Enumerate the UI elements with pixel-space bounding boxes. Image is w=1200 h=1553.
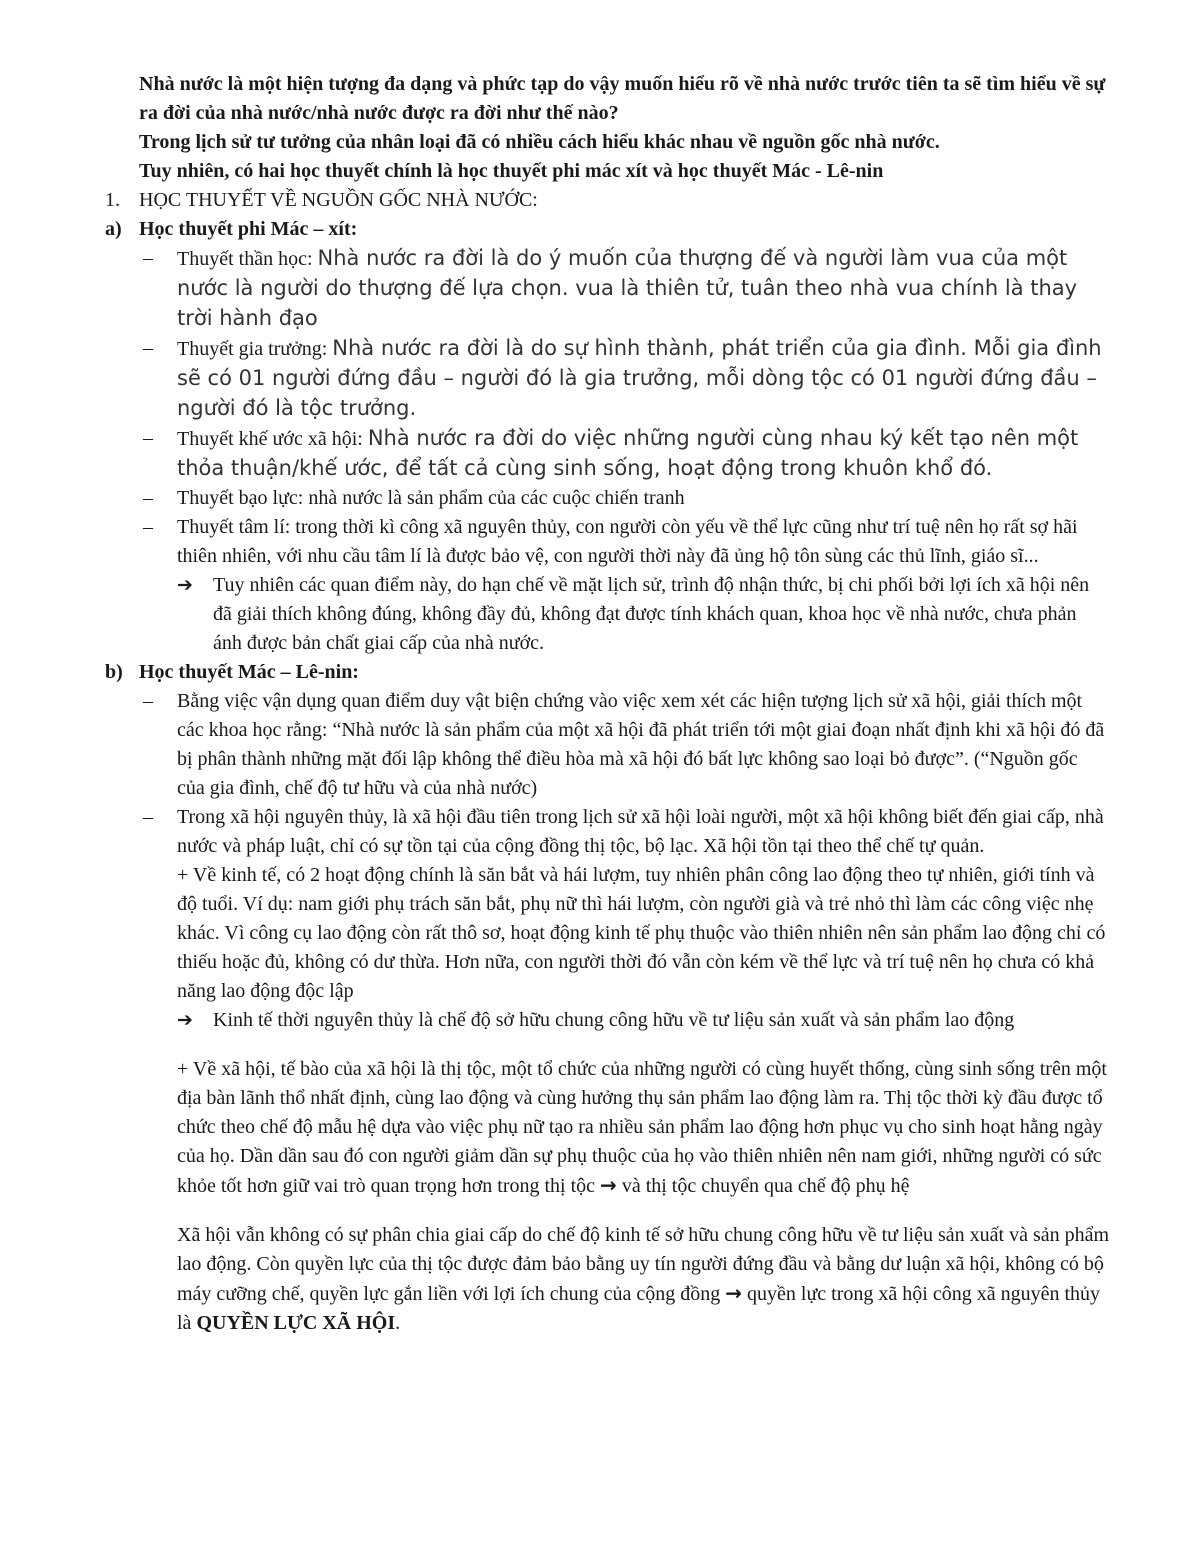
- economy-paragraph: + Về kinh tế, có 2 hoạt động chính là săn bắt và hái lượm, tuy nhiên phân công lao động theo tự nhiên, giới tính và độ tuổi. Ví dụ: nam giới phụ trách săn bắt, phụ nữ thì hái lượm, còn người già và trẻ nhỏ thì làm các công việc nhẹ khác. Vì công cụ lao động còn rất thô sơ, hoạt động kinh tế phụ thuộc vào thiên nhiên nên sản phẩm lao động chỉ có thiếu hoặc đủ, không có dư thừa. Hơn nữa, con người thời đó vẫn còn kém về thể lực và trí tuệ nên họ chưa có khả năng lao động độc lập: [177, 864, 1106, 1002]
- section-1-title: HỌC THUYẾT VỀ NGUỒN GỐC NHÀ NƯỚC:: [139, 189, 538, 211]
- right-arrow-icon: →: [725, 1281, 743, 1305]
- intro-line-3: Tuy nhiên, có hai học thuyết chính là học thuyết phi mác xít và học thuyết Mác - Lê-nin: [139, 160, 884, 182]
- dash-icon: –: [143, 247, 153, 269]
- psychology-text: Thuyết tâm lí: trong thời kì công xã nguyên thủy, con người còn yếu về thể lực cũng như trí tuệ nên họ rất sợ hãi thiên nhiên, với nhu cầu tâm lí là được bảo vệ, con người thời này đã ủng hộ tôn sùng các thủ lĩnh, giáo sĩ...: [177, 516, 1078, 567]
- section-b-heading: [105, 658, 1110, 687]
- list-item-social-contract: [105, 424, 1110, 484]
- intro-block: [105, 70, 1110, 186]
- dash-icon: –: [143, 427, 153, 449]
- power-period: .: [395, 1312, 401, 1334]
- society-text: + Về xã hội, tế bào của xã hội là thị tộc, một tổ chức của những người có cùng huyết thống, cùng sinh sống trên một địa bàn lãnh thổ nhất định, cùng lao động và cùng hưởng thụ sản phẩm lao động làm ra. Thị tộc thời kỳ đầu được tổ chức theo chế độ mẫu hệ dựa vào việc phụ nữ tạo ra nhiều sản phẩm lao động hơn phục vụ cho sinh hoạt hằng ngày của họ. Dần dần sau đó con người giảm dần sự phụ thuộc của họ vào thiên nhiên nên nam giới, những người có sức khỏe tốt hơn giữ vai trò quan trọng hơn trong thị tộc: [177, 1058, 1107, 1197]
- theology-label: Thuyết thần học:: [177, 248, 318, 270]
- list-item-patriarchy: [105, 334, 1110, 424]
- economy-conclusion-text: Kinh tế thời nguyên thủy là chế độ sở hữu chung công hữu về tư liệu sản xuất và sản phẩm lao động: [213, 1009, 1015, 1031]
- section-a-marker: a): [105, 218, 122, 240]
- dash-icon: –: [143, 806, 153, 828]
- list-item-violence: [105, 484, 1110, 513]
- arrow-icon: ➔: [177, 1009, 193, 1031]
- theology-text: Nhà nước ra đời là do ý muốn của thượng đế và người làm vua của một nước là người do thượng đế lựa chọn. vua là thiên tử, tuân theo nhà vua chính là thay trời hành đạo: [177, 246, 1078, 330]
- dash-icon: –: [143, 690, 153, 712]
- section-a-conclusion: [105, 571, 1110, 658]
- list-item-psychology: [105, 513, 1110, 571]
- power-end-text: quyền lực trong xã hội công xã nguyên thủy là: [177, 1283, 1101, 1334]
- arrow-icon: ➔: [177, 574, 193, 596]
- section-a-title: Học thuyết phi Mác – xít:: [139, 218, 358, 240]
- section-1-heading: [105, 186, 1110, 215]
- list-item-marxist-definition: [105, 687, 1110, 803]
- section-1-number: 1.: [105, 189, 120, 211]
- social-contract-label: Thuyết khế ước xã hội:: [177, 428, 368, 450]
- patriarchy-text: Nhà nước ra đời là do sự hình thành, phát triển của gia đình. Mỗi gia đình sẽ có 01 người đứng đầu – người đó là gia trưởng, mỗi dòng tộc có 01 người đứng đầu – người đó là tộc trưởng.: [177, 336, 1102, 420]
- marxist-definition-text: Bằng việc vận dụng quan điểm duy vật biện chứng vào việc xem xét các hiện tượng lịch sử xã hội, giải thích một các khoa học rằng: “Nhà nước là sản phẩm của một xã hội đã phát triển tới một giai đoạn nhất định khi xã hội đó đã bị phân thành những mặt đối lập không thể điều hòa mà xã hội đó bất lực không sao loại bỏ được”. (“Nguồn gốc của gia đình, chế độ tư hữu và của nhà nước): [177, 690, 1105, 799]
- society-paragraph: [105, 1055, 1110, 1201]
- power-paragraph: [105, 1221, 1110, 1338]
- dash-icon: –: [143, 487, 153, 509]
- dash-icon: –: [143, 516, 153, 538]
- primitive-society-text: Trong xã hội nguyên thủy, là xã hội đầu tiên trong lịch sử xã hội loài người, một xã hội không biết đến giai cấp, nhà nước và pháp luật, chỉ có sự tồn tại của cộng đồng thị tộc, bộ lạc. Xã hội tồn tại theo thể chế tự quản.: [177, 806, 1104, 857]
- list-item-primitive-society: [105, 803, 1110, 861]
- list-item-theology: [105, 244, 1110, 334]
- dash-icon: –: [143, 337, 153, 359]
- social-power-term: QUYỀN LỰC XÃ HỘI: [196, 1312, 396, 1334]
- society-end-text: và thị tộc chuyển qua chế độ phụ hệ: [616, 1175, 910, 1197]
- spacer: [105, 1201, 1110, 1221]
- social-contract-text: Nhà nước ra đời do việc những người cùng nhau ký kết tạo nên một thỏa thuận/khế ước, để tất cả cùng sinh sống, hoạt động trong khuôn khổ đó.: [177, 426, 1079, 480]
- power-text: Xã hội vẫn không có sự phân chia giai cấp do chế độ kinh tế sở hữu chung công hữu về tư liệu sản xuất và sản phẩm lao động. Còn quyền lực của thị tộc được đảm bảo bằng uy tín người đứng đầu và bằng dư luận xã hội, không có bộ máy cưỡng chế, quyền lực gắn liền với lợi ích chung của cộng đồng: [177, 1224, 1110, 1305]
- right-arrow-icon: →: [600, 1173, 617, 1197]
- intro-line-1: Nhà nước là một hiện tượng đa dạng và phức tạp do vậy muốn hiểu rõ về nhà nước trước tiên ta sẽ tìm hiểu về sự ra đời của nhà nước/nhà nước được ra đời như thế nào?: [139, 73, 1106, 124]
- section-a-heading: [105, 215, 1110, 244]
- section-b-title: Học thuyết Mác – Lê-nin:: [139, 661, 359, 683]
- intro-line-2: Trong lịch sử tư tưởng của nhân loại đã có nhiều cách hiểu khác nhau về nguồn gốc nhà nước.: [139, 131, 940, 153]
- section-b-marker: b): [105, 661, 123, 683]
- spacer: [105, 1035, 1110, 1055]
- patriarchy-label: Thuyết gia trưởng:: [177, 338, 333, 360]
- section-a-conclusion-text: Tuy nhiên các quan điểm này, do hạn chế về mặt lịch sử, trình độ nhận thức, bị chi phối bởi lợi ích xã hội nên đã giải thích không đúng, không đầy đủ, không đạt được tính khách quan, khoa học về nhà nước, chưa phản ánh được bản chất giai cấp của nhà nước.: [213, 574, 1090, 654]
- economy-conclusion: [105, 1006, 1110, 1035]
- violence-text: Thuyết bạo lực: nhà nước là sản phẩm của các cuộc chiến tranh: [177, 487, 685, 509]
